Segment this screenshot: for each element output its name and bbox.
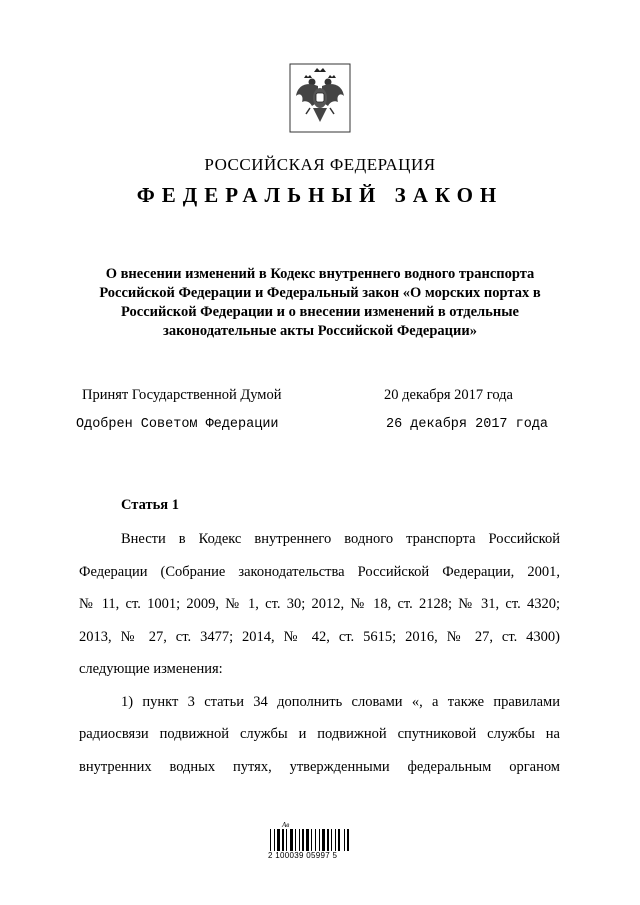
article-line: Федерации (Собрание законодательства Российской Федерации, 2001, xyxy=(79,563,560,580)
council-approval-date: 26 декабря 2017 года xyxy=(386,417,549,432)
barcode-mark: Ав xyxy=(282,821,290,829)
article-line: № 11, ст. 1001; 2009, № 1, ст. 30; 2012, № 18, ст. 2128; № 31, ст. 4320; xyxy=(79,596,560,612)
duma-adoption-date: 20 декабря 2017 года xyxy=(384,387,513,403)
article-line: 2013, № 27, ст. 3477; 2014, № 42, ст. 5615; 2016, № 27, ст. 4300) xyxy=(79,628,560,645)
law-title: ФЕДЕРАЛЬНЫЙ ЗАКОН xyxy=(136,183,504,207)
law-subject xyxy=(0,265,640,341)
subject-line: законодательные акты Российской Федерации» xyxy=(163,323,477,339)
council-approval-row xyxy=(0,417,640,437)
subject-line: О внесении изменений в Кодекс внутреннего водного транспорта xyxy=(105,266,535,282)
country-name: РОССИЙСКАЯ ФЕДЕРАЦИЯ xyxy=(204,155,436,174)
state-emblem xyxy=(288,62,352,134)
duma-adoption-row xyxy=(0,387,640,407)
barcode-number: 2 100039 05997 5 xyxy=(268,851,338,860)
article-line: Внести в Кодекс внутреннего водного транспорта Российской xyxy=(121,531,560,547)
subject-line: Российской Федерации и о внесении изменений в отдельные xyxy=(121,304,519,320)
article-line: 1) пункт 3 статьи 34 дополнить словами «, а также правилами xyxy=(121,693,560,710)
article-line: радиосвязи подвижной службы и подвижной спутниковой службы на xyxy=(79,726,560,742)
council-approval-label: Одобрен Советом Федерации xyxy=(76,417,279,432)
barcode xyxy=(268,820,372,870)
article-line: следующие изменения: xyxy=(79,661,223,677)
article-line: внутренних водных путях, утвержденными федеральным органом xyxy=(79,758,560,775)
article-body xyxy=(79,523,560,783)
article-heading: Статья 1 xyxy=(121,497,179,513)
subject-line: Российской Федерации и Федеральный закон «О морских портах в xyxy=(99,285,541,301)
duma-adoption-label: Принят Государственной Думой xyxy=(82,387,282,403)
